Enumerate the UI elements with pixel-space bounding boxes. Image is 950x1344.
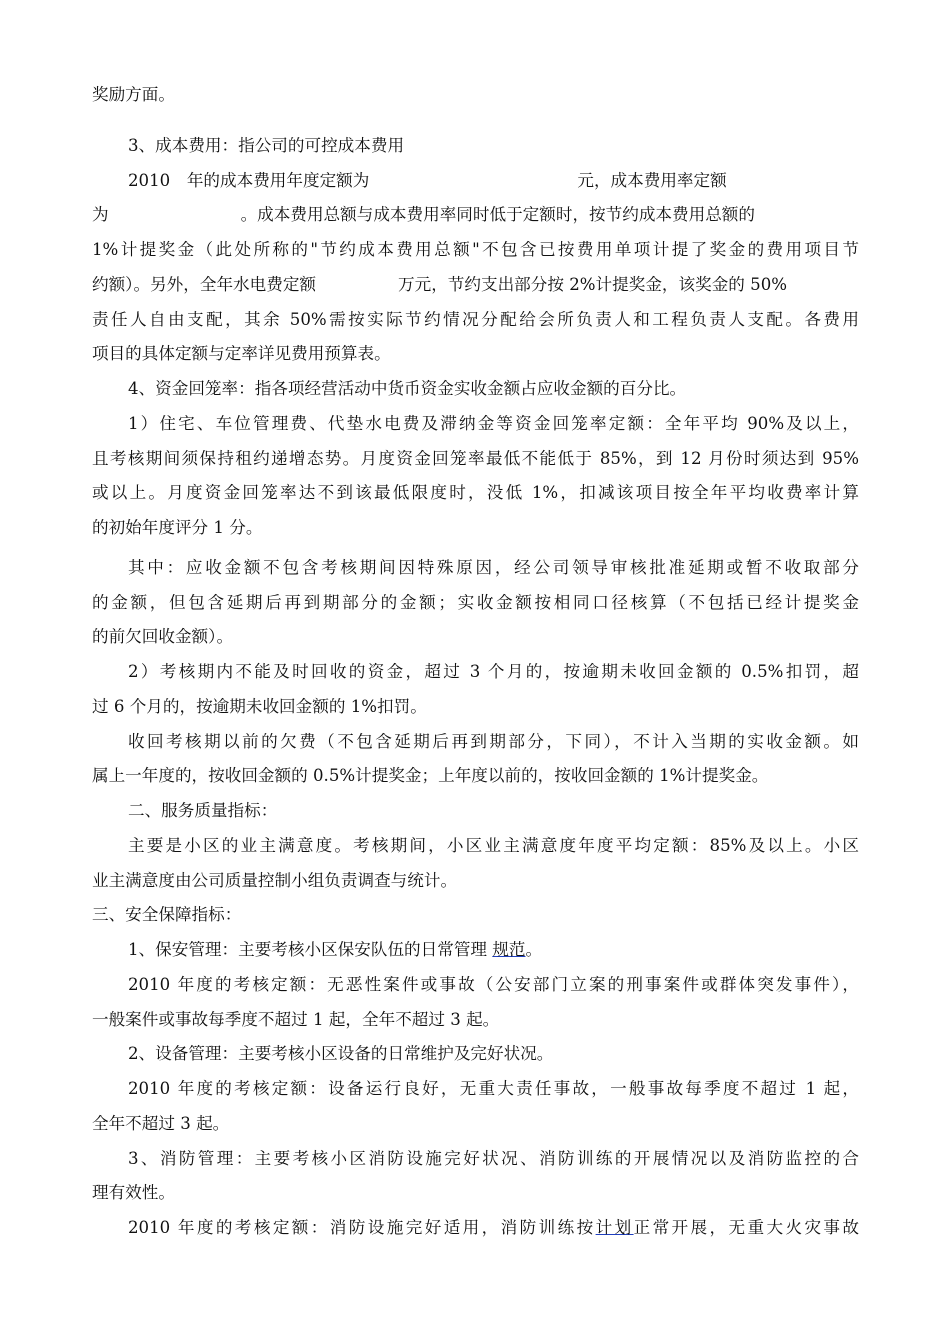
paragraph-line: 项目的具体定额与定率详见费用预算表。 — [92, 344, 391, 363]
section-heading: 二、服务质量指标： — [128, 801, 278, 820]
line-text: 元，成本费用率定额 — [577, 171, 727, 190]
paragraph-line — [128, 939, 542, 961]
paragraph-line: 1%计提奖金（此处所称的"节约成本费用总额"不包含已按费用单项计提了奖金的费用项目节 — [92, 240, 859, 259]
paragraph-line — [128, 170, 727, 192]
paragraph-line: 属上一年度的，按收回金额的 0.5%计提奖金；上年度以前的，按收回金额的 1%计提奖金。 — [92, 766, 769, 785]
paragraph-line: 过 6 个月的，按逾期未收回金额的 1%扣罚。 — [92, 697, 427, 716]
paragraph-line: 的初始年度评分 1 分。 — [92, 518, 263, 537]
line-text: 正常开展，无重大火灾事故 — [633, 1218, 859, 1237]
line-text: 约额）。另外，全年水电费定额 — [92, 275, 317, 294]
line-text: 。 — [525, 940, 543, 959]
paragraph-line: 全年不超过 3 起。 — [92, 1114, 230, 1133]
paragraph-line — [128, 1217, 859, 1239]
paragraph-line: 收回考核期以前的欠费（不包含延期后再到期部分，下同），不计入当期的实收金额。如 — [128, 732, 859, 751]
link-text[interactable]: 计划 — [595, 1218, 634, 1237]
paragraph-line: 且考核期间须保持租约递增态势。月度资金回笼率最低不能低于 85%，到 12 月份时须达到 95% — [92, 449, 859, 468]
paragraph-line: 或以上。月度资金回笼率达不到该最低限度时，没低 1%，扣减该项目按全年平均收费率计算 — [92, 483, 859, 502]
paragraph-line: 4、资金回笼率：指各项经营活动中货币资金实收金额占应收金额的百分比。 — [128, 379, 687, 398]
paragraph-line: 2）考核期内不能及时回收的资金，超过 3 个月的，按逾期未收回金额的 0.5%扣罚，超 — [128, 662, 859, 681]
line-text: 2010 年度的考核定额：消防设施完好适用，消防训练按 — [128, 1218, 596, 1237]
paragraph-line: 主要是小区的业主满意度。考核期间，小区业主满意度年度平均定额：85%及以上。小区 — [128, 836, 859, 855]
paragraph-line: 一般案件或事故每季度不超过 1 起，全年不超过 3 起。 — [92, 1010, 500, 1029]
section-heading: 三、安全保障指标： — [92, 905, 242, 924]
line-text: 1、保安管理：主要考核小区保安队伍的日常管理 — [128, 940, 493, 959]
line-text: 。成本费用总额与成本费用率同时低于定额时，按节约成本费用总额的 — [240, 205, 755, 224]
paragraph-line: 3、消防管理：主要考核小区消防设施完好状况、消防训练的开展情况以及消防监控的合 — [128, 1149, 859, 1168]
paragraph-line — [92, 204, 755, 226]
paragraph-line: 理有效性。 — [92, 1183, 175, 1202]
paragraph-line: 责任人自由支配，其余 50%需按实际节约情况分配给会所负责人和工程负责人支配。各费用 — [92, 310, 859, 329]
link-text[interactable]: 规范 — [492, 940, 526, 959]
paragraph-line: 的金额，但包含延期后再到期部分的金额；实收金额按相同口径核算（不包括已经计提奖金 — [92, 593, 859, 612]
line-text: 2010 年的成本费用年度定额为 — [128, 171, 370, 190]
paragraph-line: 奖励方面。 — [92, 85, 175, 104]
paragraph-line: 业主满意度由公司质量控制小组负责调查与统计。 — [92, 871, 458, 890]
line-text: 万元，节约支出部分按 2%计提奖金，该奖金的 50% — [398, 275, 788, 294]
paragraph-line: 其中：应收金额不包含考核期间因特殊原因，经公司领导审核批准延期或暂不收取部分 — [128, 558, 859, 577]
paragraph-line: 2010 年度的考核定额：设备运行良好，无重大责任事故，一般事故每季度不超过 1 起， — [128, 1079, 859, 1098]
paragraph-line: 1）住宅、车位管理费、代垫水电费及滞纳金等资金回笼率定额：全年平均 90%及以上， — [128, 414, 859, 433]
line-text: 为 — [92, 205, 109, 224]
paragraph-line — [92, 274, 787, 296]
paragraph-line: 的前欠回收金额）。 — [92, 627, 234, 646]
paragraph-line: 3、成本费用：指公司的可控成本费用 — [128, 136, 405, 155]
paragraph-line: 2、设备管理：主要考核小区设备的日常维护及完好状况。 — [128, 1044, 554, 1063]
paragraph-line: 2010 年度的考核定额：无恶性案件或事故（公安部门立案的刑事案件或群体突发事件）， — [128, 975, 859, 994]
